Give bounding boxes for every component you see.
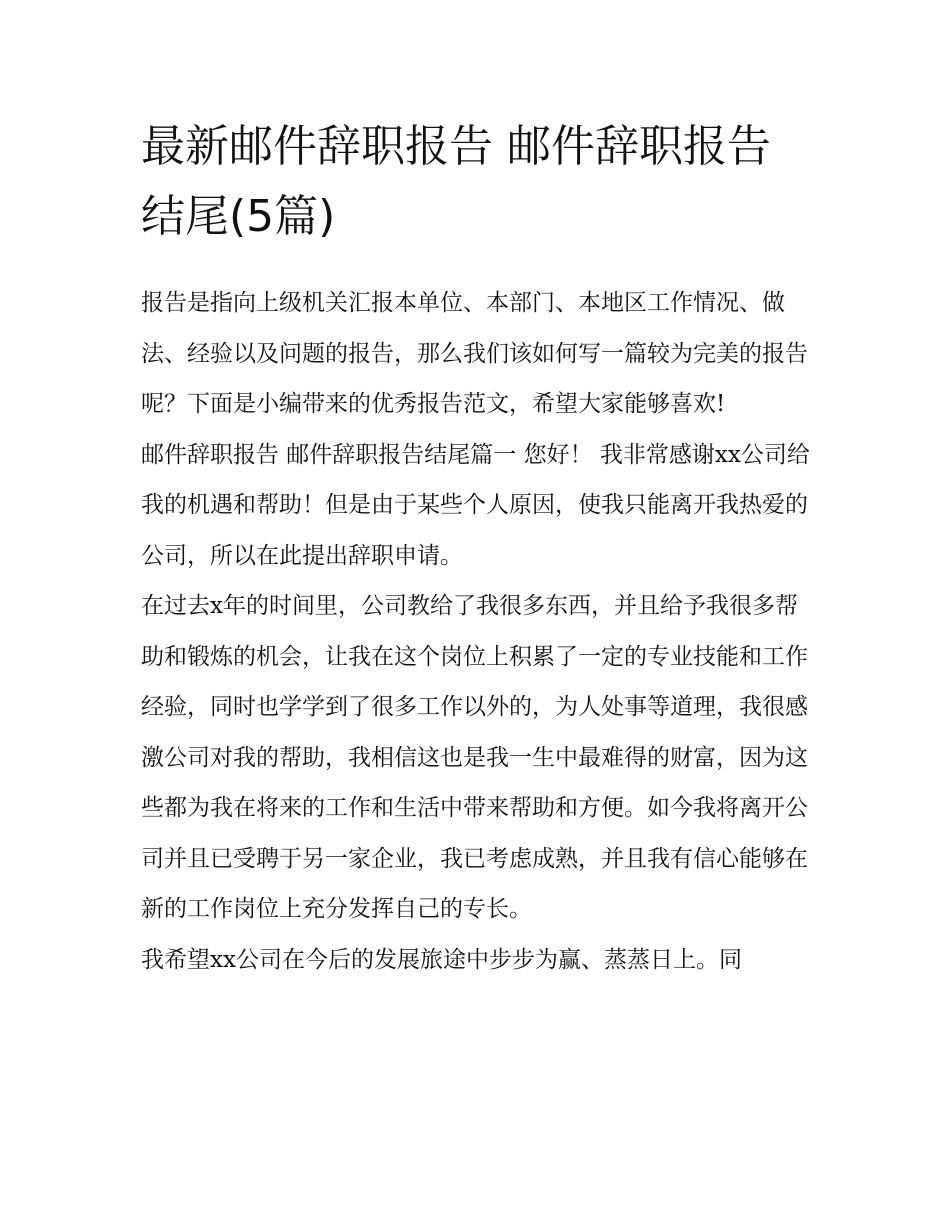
paragraph-letter-opening: 邮件辞职报告 邮件辞职报告结尾篇一 您好！ 我非常感谢xx公司给我的机遇和帮助！但是由于某些个人原因，使我只能离开我热爱的公司，所以在此提出辞职申请。	[141, 441, 810, 569]
document-body	[141, 112, 813, 985]
paragraph-intro: 报告是指向上级机关汇报本单位、本部门、本地区工作情况、做法、经验以及问题的报告，那么我们该如何写一篇较为完美的报告呢？下面是小编带来的优秀报告范文，希望大家能够喜欢!	[141, 290, 808, 417]
paragraph-wishes: 我希望xx公司在今后的发展旅途中步步为赢、蒸蒸日上。同	[141, 946, 742, 973]
paragraph-experience: 在过去x年的时间里，公司教给了我很多东西，并且给予我很多帮助和锻炼的机会，让我在这个岗位上积累了一定的专业技能和工作经验，同时也学学到了很多工作以外的，为人处事等道理，我很感激公司对我的帮助，我相信这也是我一生中最难得的财富，因为这些都为我在将来的工作和生活中带来帮助和方便。如今我将离开公司并且已受聘于另一家企业，我已考虑成熟，并且我有信心能够在新的工作岗位上充分发挥自己的专长。	[141, 593, 808, 922]
document-title: 最新邮件辞职报告 邮件辞职报告结尾(5篇)	[141, 121, 771, 242]
